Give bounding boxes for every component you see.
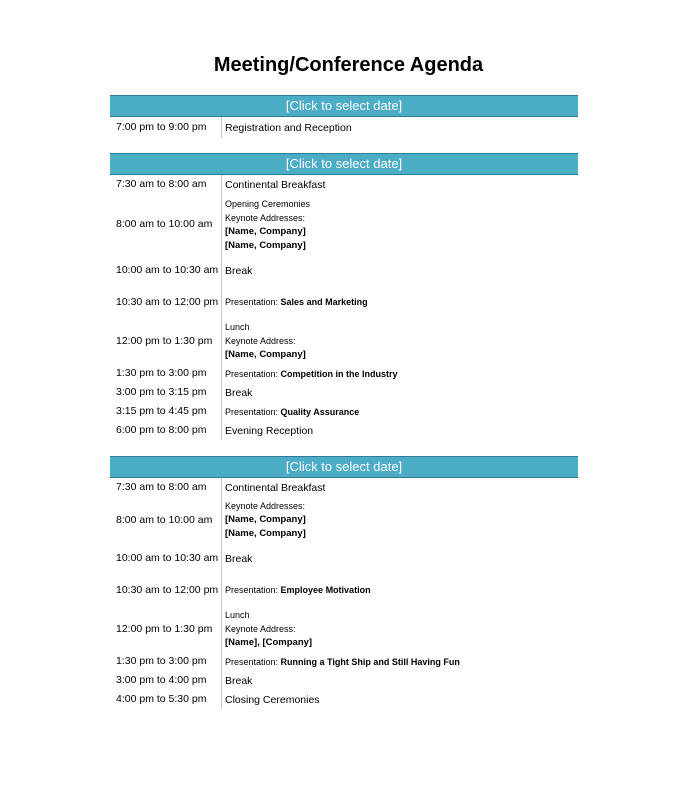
- presentation-prefix: Presentation:: [225, 297, 281, 307]
- agenda-row: [110, 255, 578, 286]
- speaker-name: [Name], [Company]: [225, 637, 313, 648]
- presentation-line: [225, 405, 578, 419]
- presentation-line: [225, 583, 578, 597]
- agenda-event: [222, 255, 578, 286]
- presentation-title: Running a Tight Ship and Still Having Fun: [280, 656, 460, 667]
- speaker-name: [Name, Company]: [225, 514, 306, 525]
- event-text: Keynote Addresses:: [225, 501, 306, 511]
- agenda-time: 10:00 am to 10:30 am: [110, 543, 222, 574]
- event-text: Break: [225, 264, 253, 277]
- speaker-name: [Name, Company]: [225, 528, 306, 539]
- day-section: [110, 95, 578, 138]
- agenda-time: 7:00 pm to 9:00 pm: [110, 117, 222, 138]
- agenda-time: 1:30 pm to 3:00 pm: [110, 652, 222, 671]
- speaker-name: [Name, Company]: [225, 349, 306, 360]
- speaker-name: [Name, Company]: [225, 225, 306, 237]
- agenda-time: 6:00 pm to 8:00 pm: [110, 421, 222, 440]
- agenda-event: [222, 497, 578, 543]
- agenda-time: 8:00 am to 10:00 am: [110, 497, 222, 543]
- presentation-line: [225, 367, 578, 381]
- event-text: Evening Reception: [225, 424, 314, 437]
- agenda-row: [110, 383, 578, 402]
- day-section: [110, 153, 578, 440]
- agenda-time: 7:30 am to 8:00 am: [110, 478, 222, 497]
- date-selector-button[interactable]: [Click to select date]: [110, 153, 578, 175]
- agenda-event: [222, 671, 578, 690]
- presentation-title: Sales and Marketing: [280, 297, 368, 307]
- agenda-row: [110, 194, 578, 255]
- agenda-row: [110, 543, 578, 574]
- agenda-time: 10:30 am to 12:00 pm: [110, 574, 222, 606]
- presentation-title: Employee Motivation: [280, 585, 371, 595]
- day-section: [110, 456, 578, 709]
- agenda-time: 10:00 am to 10:30 am: [110, 255, 222, 286]
- event-text: Continental Breakfast: [225, 481, 326, 494]
- agenda-time: 12:00 pm to 1:30 pm: [110, 318, 222, 364]
- presentation-title: Quality Assurance: [280, 406, 360, 417]
- agenda-time: 4:00 pm to 5:30 pm: [110, 690, 222, 709]
- event-text: Keynote Addresses:: [225, 212, 306, 223]
- agenda-row: [110, 117, 578, 138]
- agenda-event: [222, 652, 578, 671]
- presentation-prefix: Presentation:: [225, 585, 281, 595]
- date-selector-button[interactable]: [Click to select date]: [110, 95, 578, 117]
- event-text: Registration and Reception: [225, 121, 352, 134]
- agenda-row: [110, 175, 578, 194]
- agenda-time: 3:15 pm to 4:45 pm: [110, 402, 222, 421]
- event-text: Lunch: [225, 322, 250, 332]
- presentation-line: [225, 655, 578, 669]
- agenda-row: [110, 690, 578, 709]
- presentation-title: Competition in the Industry: [280, 368, 398, 379]
- speaker-name: [Name, Company]: [225, 239, 306, 251]
- agenda-time: 1:30 pm to 3:00 pm: [110, 364, 222, 383]
- agenda-event: [222, 318, 578, 364]
- agenda-row: [110, 402, 578, 421]
- event-text: Opening Ceremonies: [225, 198, 311, 209]
- agenda-event: [222, 478, 578, 497]
- date-selector-button[interactable]: [Click to select date]: [110, 456, 578, 478]
- presentation-prefix: Presentation:: [225, 368, 281, 379]
- event-text: Keynote Address:: [225, 624, 296, 634]
- event-text: Break: [225, 674, 253, 687]
- agenda-event: [222, 286, 578, 318]
- page-title: Meeting/Conference Agenda: [213, 54, 484, 76]
- agenda-row: [110, 318, 578, 364]
- agenda-row: [110, 421, 578, 440]
- event-text: Closing Ceremonies: [225, 693, 320, 706]
- agenda-row: [110, 606, 578, 652]
- agenda-row: [110, 574, 578, 606]
- agenda-time: 3:00 pm to 3:15 pm: [110, 383, 222, 402]
- agenda-row: [110, 478, 578, 497]
- agenda-event: [222, 421, 578, 440]
- agenda-time: 12:00 pm to 1:30 pm: [110, 606, 222, 652]
- presentation-prefix: Presentation:: [225, 406, 281, 417]
- agenda-event: [222, 117, 578, 138]
- agenda-event: [222, 543, 578, 574]
- agenda-time: 3:00 pm to 4:00 pm: [110, 671, 222, 690]
- agenda-time: 10:30 am to 12:00 pm: [110, 286, 222, 318]
- agenda-row: [110, 652, 578, 671]
- agenda-event: [222, 175, 578, 194]
- agenda-event: [222, 383, 578, 402]
- event-text: Break: [225, 386, 253, 399]
- agenda-event: [222, 194, 578, 255]
- agenda-event: [222, 364, 578, 383]
- event-text: Lunch: [225, 610, 250, 620]
- agenda-event: [222, 606, 578, 652]
- agenda-event: [222, 690, 578, 709]
- agenda-time: 7:30 am to 8:00 am: [110, 175, 222, 194]
- agenda-row: [110, 286, 578, 318]
- agenda-row: [110, 497, 578, 543]
- agenda-event: [222, 574, 578, 606]
- agenda-time: 8:00 am to 10:00 am: [110, 194, 222, 255]
- agenda-row: [110, 671, 578, 690]
- presentation-line: [225, 295, 578, 309]
- agenda-row: [110, 364, 578, 383]
- event-text: Break: [225, 552, 253, 565]
- event-text: Keynote Address:: [225, 336, 296, 346]
- presentation-prefix: Presentation:: [225, 656, 281, 667]
- agenda-event: [222, 402, 578, 421]
- event-text: Continental Breakfast: [225, 178, 326, 191]
